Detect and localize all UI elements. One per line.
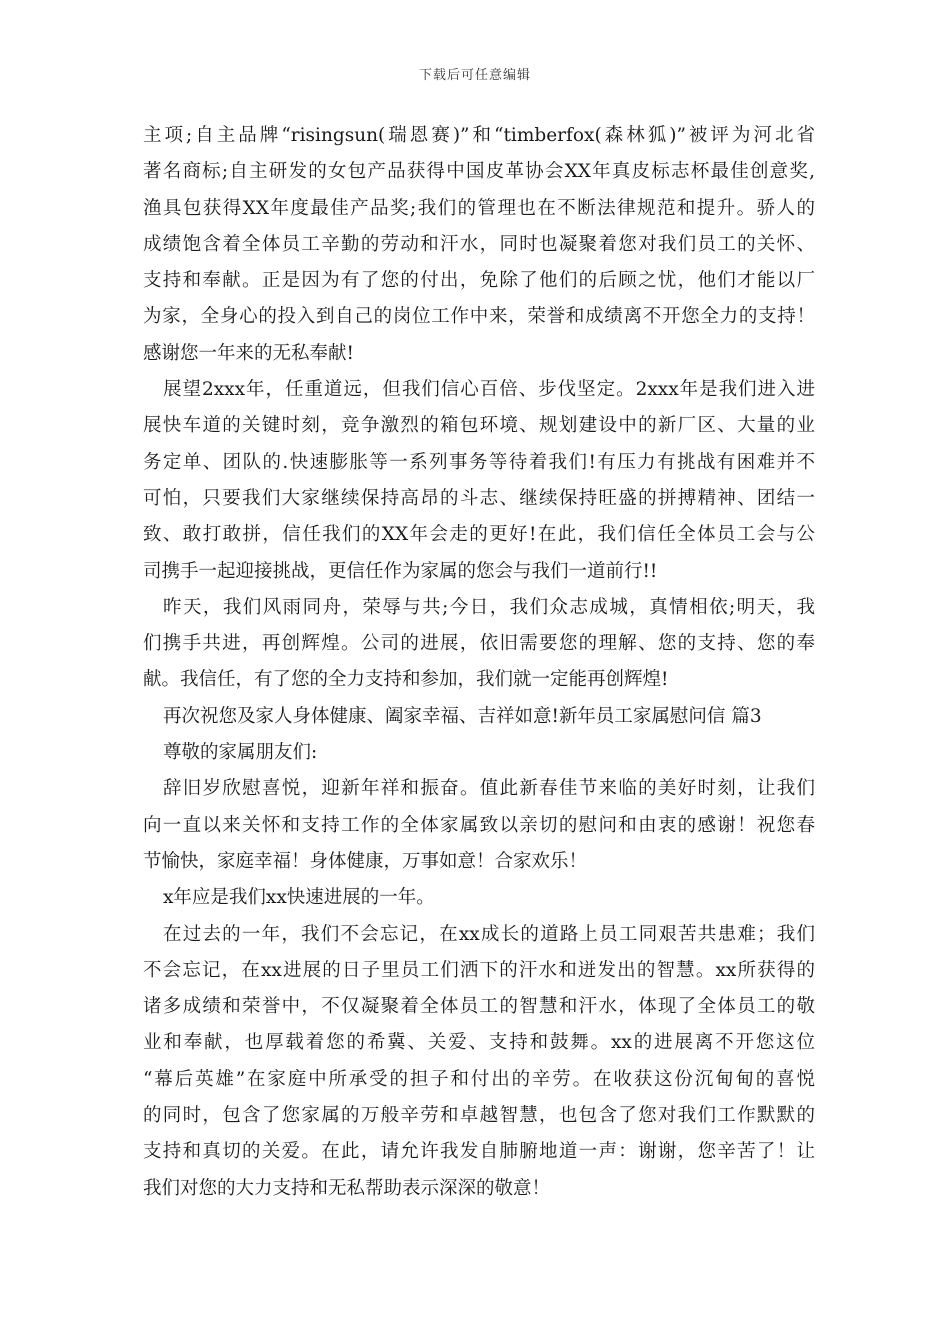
text-line: 司携手一起迎接挑战，更信任作为家属的您会与我们一道前行!! — [143, 560, 658, 582]
text-line: 展望2xxx年，任重道远，但我们信心百倍、步伐坚定。2xxx年是我们进入进 — [163, 379, 815, 401]
text-line: 主项;自主品牌“risingsun(瑞恩赛)”和“timberfox(森林狐)”被评为河北省 — [143, 125, 815, 146]
paragraph — [143, 735, 815, 771]
text-line: 业和奉献，也厚载着您的希冀、关爱、支持和鼓舞。xx的进展离不开您这位 — [143, 1032, 815, 1054]
text-line: 节愉快，家庭幸福！身体健康，万事如意！合家欢乐！ — [143, 850, 588, 872]
text-line: 著名商标;自主研发的女包产品获得中国皮革协会XX年真皮标志杯最佳创意奖, — [143, 161, 815, 183]
text-line: x年应是我们xx快速进展的一年。 — [163, 887, 435, 909]
text-line: 为家，全身心的投入到自己的岗位工作中来，荣誉和成绩离不开您全力的支持！ — [143, 306, 815, 328]
paragraph — [143, 771, 815, 880]
text-line: 支持和真切的关爱。在此，请允许我发自肺腑地道一声：谢谢，您辛苦了！让 — [143, 1141, 815, 1163]
text-line: 向一直以来关怀和支持工作的全体家属致以亲切的慰问和由衷的感谢！祝您春 — [143, 814, 815, 836]
text-line: 展快车道的关键时刻，竞争激烈的箱包环境、规划建设中的新厂区、大量的业 — [143, 415, 815, 437]
text-line: 们携手共进，再创辉煌。公司的进展，依旧需要您的理解、您的支持、您的奉 — [143, 633, 815, 655]
text-line: 在过去的一年，我们不会忘记，在xx成长的道路上员工同艰苦共患难；我们 — [163, 923, 815, 945]
page-header: 下载后可任意编辑 — [418, 68, 531, 83]
text-line: 再次祝您及家人身体健康、阖家幸福、吉祥如意!新年员工家属慰问信 篇3 — [163, 705, 762, 727]
text-line: 支持和奉献。正是因为有了您的付出，免除了他们的后顾之忧，他们才能以厂 — [143, 270, 815, 292]
text-line: 成绩饱含着全体员工辛勤的劳动和汗水，同时也凝聚着您对我们员工的关怀、 — [143, 233, 815, 255]
text-line: 渔具包获得XX年度最佳产品奖;我们的管理也在不断法律规范和提升。骄人的 — [143, 197, 815, 219]
text-line: 可怕，只要我们大家继续保持高昂的斗志、继续保持旺盛的拼搏精神、团结一 — [143, 487, 815, 509]
paragraph — [143, 118, 815, 372]
text-line: 致、敢打敢拼，信任我们的XX年会走的更好!在此，我们信任全体员工会与公 — [143, 524, 815, 546]
text-line: 诸多成绩和荣誉中，不仅凝聚着全体员工的智慧和汗水，体现了全体员工的敬 — [143, 996, 815, 1018]
text-line: 献。我信任，有了您的全力支持和参加，我们就一定能再创辉煌! — [143, 669, 669, 691]
text-line: 辞旧岁欣慰喜悦，迎新年祥和振奋。值此新春佳节来临的美好时刻，让我们 — [163, 778, 815, 800]
paragraph — [143, 699, 815, 735]
text-line: 感谢您一年来的无私奉献! — [143, 342, 354, 364]
paragraph — [143, 917, 815, 1207]
document-body — [143, 118, 815, 1207]
text-line: 尊敬的家属朋友们: — [163, 742, 318, 764]
text-line: 的同时，包含了您家属的万般辛劳和卓越智慧，也包含了您对我们工作默默的 — [143, 1105, 815, 1127]
text-line: 我们对您的大力支持和无私帮助表示深深的敬意！ — [143, 1177, 551, 1199]
text-line: “幕后英雄”在家庭中所承受的担子和付出的辛劳。在收获这份沉甸甸的喜悦 — [143, 1068, 815, 1090]
text-line: 昨天，我们风雨同舟，荣辱与共;今日，我们众志成城，真情相依;明天，我 — [163, 596, 815, 618]
paragraph — [143, 590, 815, 699]
paragraph — [143, 372, 815, 590]
paragraph — [143, 880, 815, 916]
text-line: 务定单、团队的.快速膨胀等一系列事务等待着我们!有压力有挑战有困难并不 — [143, 451, 815, 473]
text-line: 不会忘记，在xx进展的日子里员工们洒下的汗水和迸发出的智慧。xx所获得的 — [143, 959, 815, 981]
